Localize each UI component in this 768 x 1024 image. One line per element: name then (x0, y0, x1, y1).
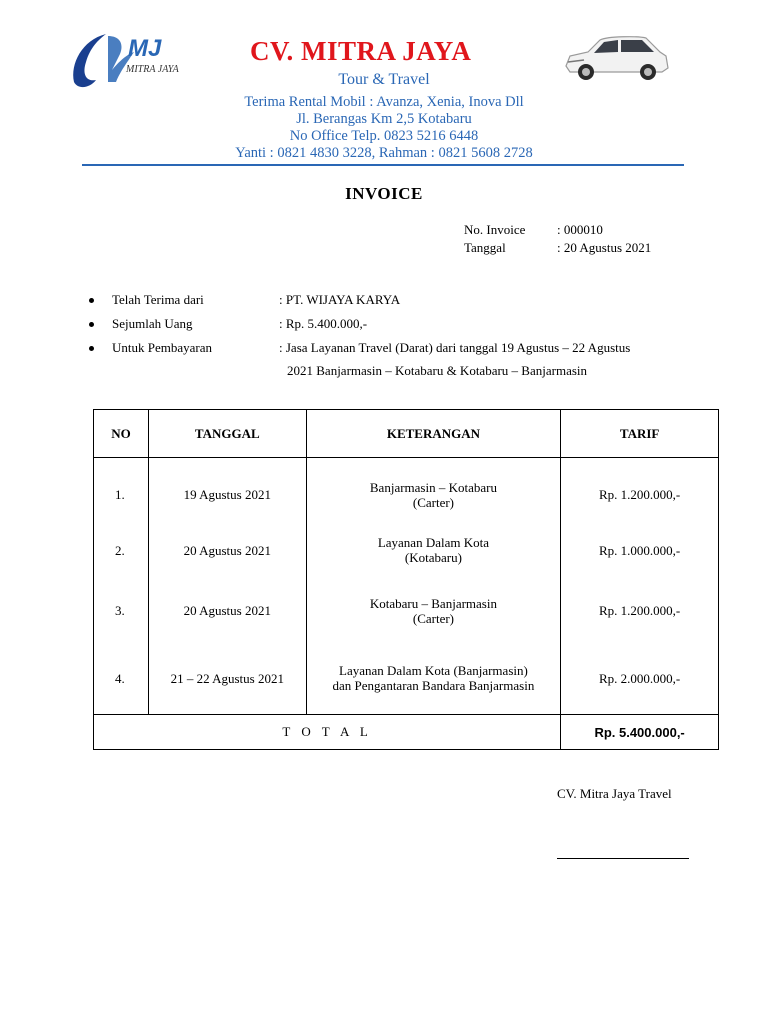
header-contacts: Yanti : 0821 4830 3228, Rahman : 0821 5608 2728 (235, 145, 533, 161)
column-header-date: TANGGAL (148, 410, 306, 458)
bullet-icon (89, 322, 94, 327)
header-office-phone: No Office Telp. 0823 5216 6448 (289, 128, 479, 144)
signature-line (557, 858, 689, 859)
header-services: Terima Rental Mobil : Avanza, Xenia, Inova Dll (244, 94, 524, 110)
column-header-no: NO (94, 410, 149, 458)
svg-text:MJ: MJ (128, 35, 162, 62)
invoice-date-value: : 20 Agustus 2021 (557, 240, 652, 255)
invoice-title: INVOICE (345, 184, 423, 203)
amount-value: : Rp. 5.400.000,- (279, 316, 368, 331)
invoice-date-label: Tanggal (464, 240, 506, 255)
table-row (94, 458, 719, 522)
total-value: Rp. 5.400.000,- (561, 715, 719, 750)
table-row (94, 579, 719, 643)
signature-company-name: CV. Mitra Jaya Travel (557, 786, 672, 801)
row-date: 21 – 22 Agustus 2021 (148, 643, 306, 715)
total-row (94, 715, 719, 750)
row-description (306, 579, 561, 643)
row-date: 20 Agustus 2021 (148, 579, 306, 643)
row-rate: Rp. 2.000.000,- (561, 643, 719, 715)
row-description (306, 643, 561, 715)
description-line-2: (Kotabaru) (404, 550, 462, 565)
column-header-description: KETERANGAN (306, 410, 561, 458)
description-line-2: dan Pengantaran Bandara Banjarmasin (332, 678, 535, 694)
company-name: CV. MITRA JAYA (250, 36, 472, 66)
row-date: 20 Agustus 2021 (148, 522, 306, 579)
table-header-row (94, 410, 719, 458)
total-label: T O T A L (94, 715, 561, 750)
column-header-rate: TARIF (561, 410, 719, 458)
description-line-1: Layanan Dalam Kota (Banjarmasin) (339, 663, 528, 679)
bullet-icon (89, 298, 94, 303)
row-description (306, 458, 561, 522)
payment-for-value-continued: 2021 Banjarmasin – Kotabaru & Kotabaru – Banjarmasin (287, 363, 588, 378)
row-number: 2. (94, 522, 149, 579)
invoice-number-label: No. Invoice (464, 222, 526, 237)
amount-label: Sejumlah Uang (112, 316, 193, 331)
company-subtitle: Tour & Travel (338, 71, 430, 88)
header-address: Jl. Berangas Km 2,5 Kotabaru (296, 111, 472, 127)
row-rate: Rp. 1.200.000,- (561, 458, 719, 522)
row-number: 4. (94, 643, 149, 715)
bullet-icon (89, 346, 94, 351)
received-from-label: Telah Terima dari (112, 292, 204, 307)
description-line-2: (Carter) (412, 494, 454, 510)
description-line-2: (Carter) (412, 610, 454, 626)
row-date: 19 Agustus 2021 (148, 458, 306, 522)
header-divider (82, 164, 684, 166)
payment-for-value: : Jasa Layanan Travel (Darat) dari tanggal 19 Agustus – 22 Agustus (279, 340, 631, 355)
payment-for-label: Untuk Pembayaran (112, 340, 213, 355)
row-rate: Rp. 1.000.000,- (561, 522, 719, 579)
received-from-value: : PT. WIJAYA KARYA (279, 292, 401, 307)
description-line-1: Banjarmasin – Kotabaru (369, 479, 497, 495)
row-number: 1. (94, 458, 149, 522)
table-row (94, 522, 719, 579)
invoice-table (93, 409, 719, 750)
row-description (306, 522, 561, 579)
row-number: 3. (94, 579, 149, 643)
description-line-1: Layanan Dalam Kota (377, 535, 490, 550)
description-line-1: Kotabaru – Banjarmasin (369, 595, 497, 611)
table-row (94, 643, 719, 715)
row-rate: Rp. 1.200.000,- (561, 579, 719, 643)
svg-text:MITRA JAYA: MITRA JAYA (126, 64, 179, 75)
invoice-number-value: : 000010 (557, 222, 603, 237)
